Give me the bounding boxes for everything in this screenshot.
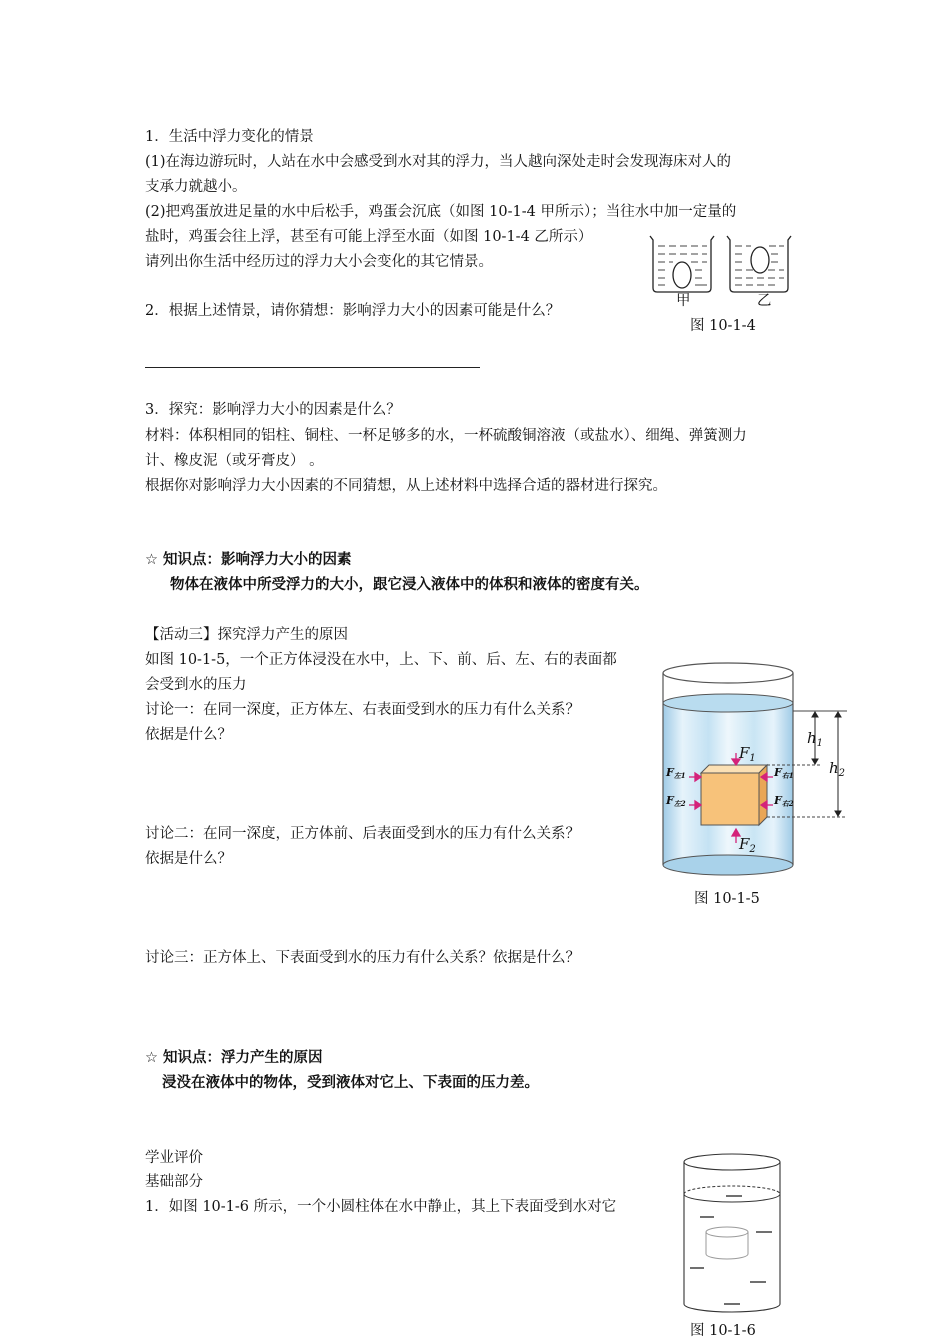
evaluation-question-1: 1．如图 10-1-6 所示，一个小圆柱体在水中静止，其上下表面受到水对它 xyxy=(145,1199,617,1215)
section1-heading: 1．生活中浮力变化的情景 xyxy=(145,129,314,145)
activity3-title: 【活动三】探究浮力产生的原因 xyxy=(145,627,348,643)
label-h1: h xyxy=(807,729,817,747)
label-h2: h xyxy=(829,759,839,777)
section3-heading: 3．探究：影响浮力大小的因素是什么？ xyxy=(145,402,401,418)
section3-instruction: 根据你对影响浮力大小因素的不同猜想，从上述材料中选择合适的器材进行探究。 xyxy=(145,478,667,494)
label-h1-sub: 1 xyxy=(816,738,824,749)
activity3-intro-line2: 会受到水的压力 xyxy=(145,677,247,693)
figure-10-1-6-caption: 图 10-1-6 xyxy=(690,1323,756,1339)
label-f-right-2: F xyxy=(774,794,782,807)
container-bottom xyxy=(663,855,793,875)
section1-paragraph1-line2: 支承力就越小。 xyxy=(145,179,247,195)
evaluation-subtitle: 基础部分 xyxy=(145,1174,203,1190)
section1-paragraph2-line2: 盐时，鸡蛋会往上浮，甚至有可能上浮至水面（如图 10-1-4 乙所示） xyxy=(145,229,593,245)
cube xyxy=(701,765,767,825)
section2-question: 2．根据上述情景，请你猜想：影响浮力大小的因素可能是什么？ xyxy=(145,303,561,319)
label-f-left-1: F xyxy=(666,766,674,779)
figure-10-1-5 xyxy=(655,655,855,885)
egg-floating xyxy=(751,247,769,273)
container-rim xyxy=(663,663,793,683)
beaker-a xyxy=(650,236,714,292)
figure-10-1-4-caption: 图 10-1-4 xyxy=(690,318,756,334)
label-h2-sub: 2 xyxy=(838,768,846,779)
figure-label-jia: 甲 xyxy=(676,293,691,309)
label-f-right-1: F xyxy=(774,766,782,779)
label-f-left-2-sub: 左2 xyxy=(673,799,686,808)
answer-line xyxy=(145,367,480,368)
water-surface xyxy=(663,694,793,712)
section1-paragraph2-line1: (2)把鸡蛋放进足量的水中后松手，鸡蛋会沉底（如图 10-1-4 甲所示）；当往水中加一定量的 xyxy=(145,204,737,220)
section3-materials-line1: 材料：体积相同的铝柱、铜柱、一杯足够多的水，一杯硫酸铜溶液（或盐水）、细绳、弹簧测力 xyxy=(145,428,747,444)
figure-label-yi: 乙 xyxy=(757,293,772,309)
discussion1-line1: 讨论一：在同一深度，正方体左、右表面受到水的压力有什么关系？ xyxy=(145,702,580,718)
discussion1-line2: 依据是什么？ xyxy=(145,727,232,743)
label-f-right-1-sub: 右1 xyxy=(781,771,794,780)
section1-paragraph1-line1: (1)在海边游玩时，人站在水中会感受到水对其的浮力，当人越向深处走时会发现海床对人的 xyxy=(145,154,732,170)
svg-text:h1 xyxy=(807,729,823,749)
figure-10-1-6 xyxy=(678,1150,788,1320)
beaker-b xyxy=(727,236,791,292)
section3-materials-line2: 计、橡皮泥（或牙膏皮） 。 xyxy=(145,453,324,469)
label-f1-sub: 1 xyxy=(749,753,756,764)
discussion2-line1: 讨论二：在同一深度，正方体前、后表面受到水的压力有什么关系？ xyxy=(145,826,580,842)
knowledge-point-2-title: ☆ 知识点：浮力产生的原因 xyxy=(145,1050,323,1066)
label-f2: F xyxy=(739,835,750,853)
evaluation-title: 学业评价 xyxy=(145,1150,203,1166)
label-f-left-2: F xyxy=(666,794,674,807)
discussion2-line2: 依据是什么？ xyxy=(145,851,232,867)
knowledge-point-1-content: 物体在液体中所受浮力的大小，跟它浸入液体中的体积和液体的密度有关。 xyxy=(170,577,649,593)
section1-paragraph2-line3: 请列出你生活中经历过的浮力大小会变化的其它情景。 xyxy=(145,254,493,270)
svg-text:h2 xyxy=(829,759,845,779)
activity3-intro-line1: 如图 10-1-5，一个正方体浸没在水中，上、下、前、后、左、右的表面都 xyxy=(145,652,617,668)
label-f1: F xyxy=(739,744,750,762)
label-f2-sub: 2 xyxy=(749,844,756,855)
figure-10-1-5-caption: 图 10-1-5 xyxy=(694,891,760,907)
egg-sunk xyxy=(673,262,691,288)
label-f-left-1-sub: 左1 xyxy=(673,771,686,780)
discussion3: 讨论三：正方体上、下表面受到水的压力有什么关系？依据是什么？ xyxy=(145,950,580,966)
small-cylinder xyxy=(706,1227,748,1259)
knowledge-point-2-content: 浸没在液体中的物体，受到液体对它上、下表面的压力差。 xyxy=(162,1075,539,1091)
figure-10-1-4 xyxy=(645,230,795,300)
label-f-right-2-sub: 右2 xyxy=(781,799,794,808)
knowledge-point-1-title: ☆ 知识点：影响浮力大小的因素 xyxy=(145,552,352,568)
